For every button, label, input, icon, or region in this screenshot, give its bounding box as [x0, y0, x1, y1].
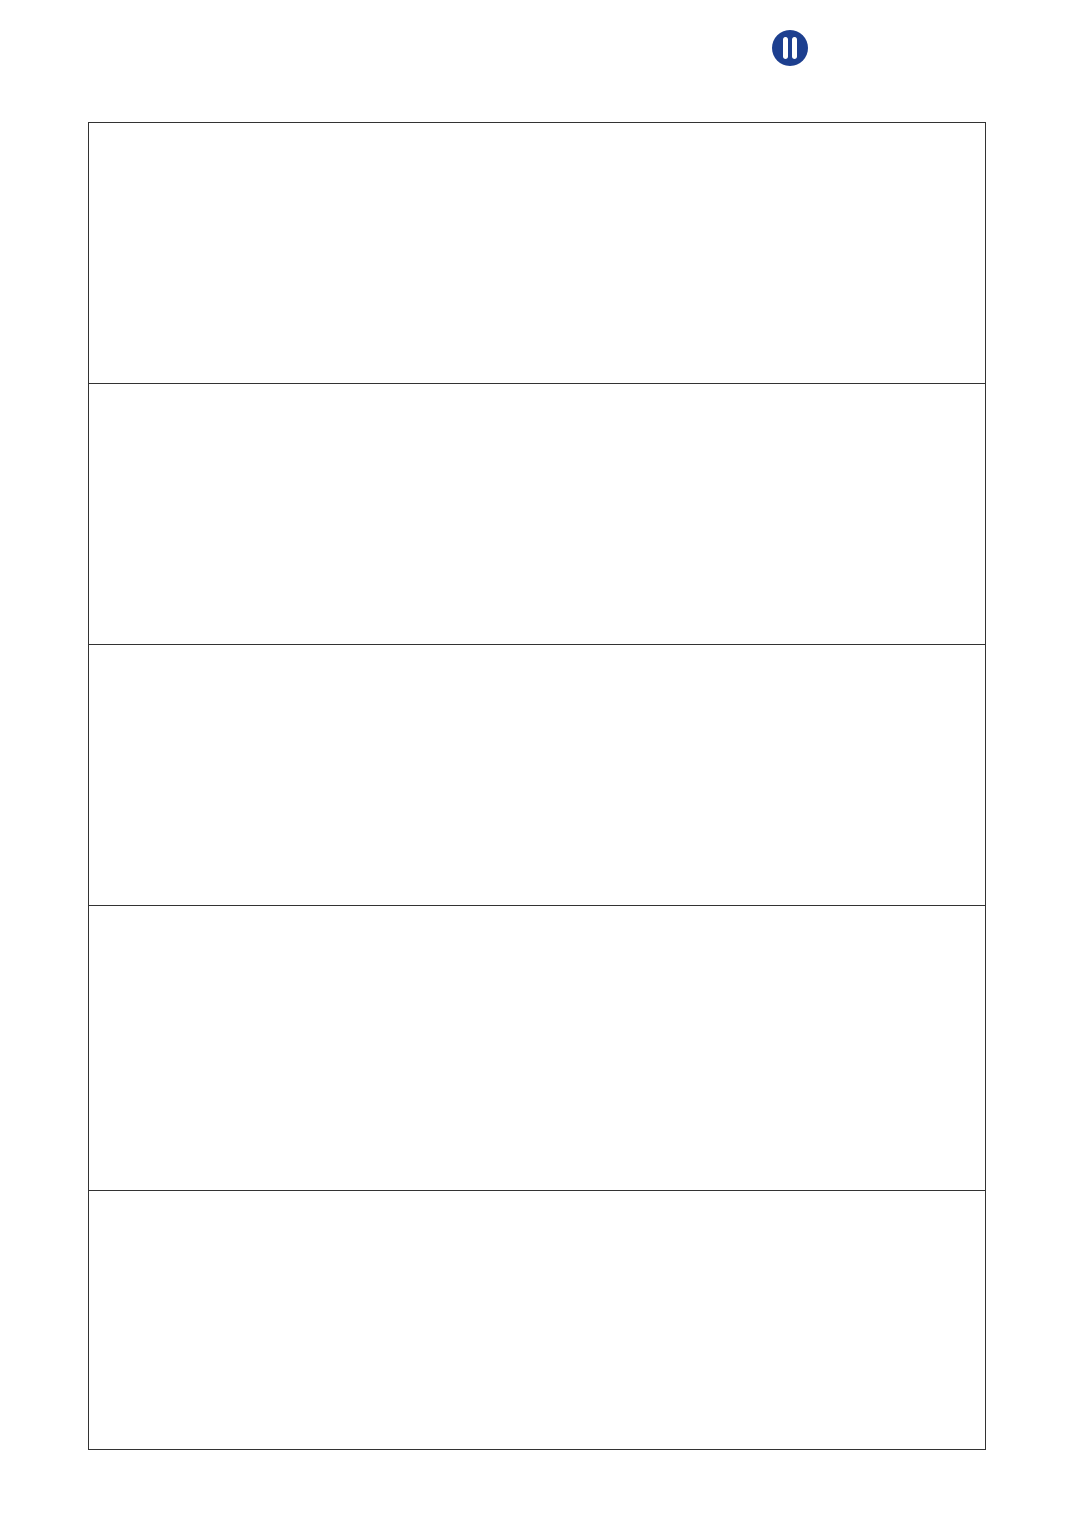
info-table: [88, 122, 986, 1450]
university-emblem-icon: [772, 30, 808, 66]
section-portuguese: [89, 384, 985, 645]
university-logo: [772, 24, 992, 70]
qr-code[interactable]: [823, 669, 963, 809]
section-spanish: [89, 906, 985, 1191]
section-chinese: [89, 645, 985, 906]
qr-code[interactable]: [823, 930, 963, 1070]
qr-code[interactable]: [823, 408, 963, 548]
section-japanese: [89, 123, 985, 384]
section-english: [89, 1191, 985, 1449]
qr-code[interactable]: [823, 1215, 963, 1355]
qr-code[interactable]: [823, 147, 963, 287]
